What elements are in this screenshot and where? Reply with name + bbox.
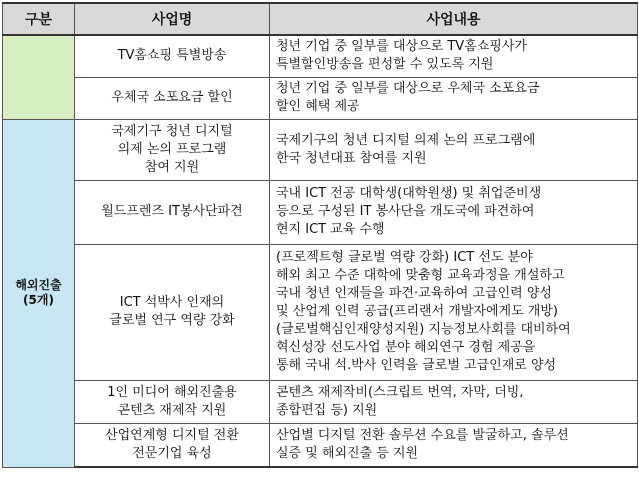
program-name-cell	[75, 77, 270, 119]
program-content-cell	[270, 380, 638, 423]
program-content: 특별할인방송을 편성할 수 있도록 지원	[276, 57, 494, 73]
program-name: 글로벌 연구 역량 강화	[109, 313, 235, 328]
program-name-cell	[75, 244, 270, 380]
program-content: 한국 청년대표 참여를 지원	[276, 150, 427, 166]
table-header-row	[3, 3, 638, 35]
table-row	[3, 180, 638, 244]
table-row	[3, 119, 638, 180]
program-content: 통해 국내 석.박사 인력을 글로벌 고급인재로 양성	[276, 358, 557, 373]
program-content: 현지 ICT 교육 수행	[276, 222, 385, 237]
program-table	[2, 2, 638, 468]
program-content: 청년 기업 중 일부를 대상으로 TV홈쇼핑사가	[276, 39, 527, 55]
program-content: 할인 혜택 제공	[276, 99, 360, 114]
category-label: 해외진출	[15, 278, 62, 292]
program-content: 국제기구의 청년 디지털 의제 논의 프로그램에	[276, 132, 536, 148]
header-program-content: 사업내용	[270, 3, 638, 35]
program-content: 및 산업계 인력 공급(프리랜서 개발자에게도 개방)	[276, 304, 558, 319]
program-name: 국제기구 청년 디지털	[111, 123, 233, 139]
program-name: 콘텐츠 재제작 지원	[117, 402, 227, 418]
program-content: 국내 ICT 전공 대학생(대학원생) 및 취업준비생	[276, 186, 542, 201]
table-row	[3, 77, 638, 119]
program-content: 산업별 디지털 전환 솔루션 수요를 발굴하고, 솔루션	[276, 427, 569, 443]
program-content: 해외 최고 수준 대학에 맞춤형 교육과정을 개설하고	[276, 268, 565, 283]
program-name: 우체국 소포요금 할인	[111, 90, 233, 105]
table-row	[3, 35, 638, 77]
program-name-cell	[75, 35, 270, 77]
program-name: 산업연계형 디지털 전환	[105, 427, 239, 443]
table-row	[3, 244, 638, 380]
program-name-cell	[75, 180, 270, 244]
program-content: 청년 기업 중 일부를 대상으로 우체국 소포요금	[276, 81, 540, 96]
program-name: TV홈쇼핑 특별방송	[117, 48, 227, 64]
program-name: 월드프렌즈 IT봉사단파견	[101, 204, 243, 219]
program-content-cell	[270, 423, 638, 467]
header-program-name: 사업명	[75, 3, 270, 35]
program-content-cell	[270, 35, 638, 77]
program-name: 의제 논의 프로그램	[117, 141, 227, 157]
header-category: 구분	[3, 3, 75, 35]
table-row	[3, 380, 638, 423]
program-name: 참여 지원	[144, 159, 200, 175]
program-content: 등으로 구성된 IT 봉사단을 개도국에 파견하여	[276, 204, 535, 219]
program-content-cell	[270, 180, 638, 244]
category-cell	[3, 35, 75, 119]
program-content: 혁신성장 선도사업 분야 해외연구 경험 제공을	[276, 340, 536, 355]
program-content-cell	[270, 77, 638, 119]
program-name: 1인 미디어 해외진출용	[107, 384, 237, 400]
program-content: 국내 청년 인재들을 파견·교육하여 고급인력 양성	[276, 286, 552, 301]
program-name: 전문기업 육성	[132, 445, 212, 461]
table-row	[3, 423, 638, 467]
program-content-cell	[270, 119, 638, 180]
category-cell	[3, 119, 75, 467]
program-content: (프로젝트형 글로벌 역량 강화) ICT 선도 분야	[276, 250, 533, 265]
table-body	[3, 35, 638, 467]
program-content: (글로벌핵심인재양성지원) 지능정보사회를 대비하여	[276, 322, 571, 337]
program-name-cell	[75, 380, 270, 423]
program-content-cell	[270, 244, 638, 380]
program-content: 종합편집 등) 지원	[276, 402, 378, 418]
program-name: ICT 석박사 인재의	[119, 295, 225, 310]
program-content: 콘텐츠 재제작비(스크립트 번역, 자막, 더빙,	[276, 384, 524, 400]
program-name-cell	[75, 423, 270, 467]
program-name-cell	[75, 119, 270, 180]
program-content: 실증 및 해외진출 등 지원	[276, 445, 419, 461]
category-label: (5개)	[23, 293, 54, 307]
